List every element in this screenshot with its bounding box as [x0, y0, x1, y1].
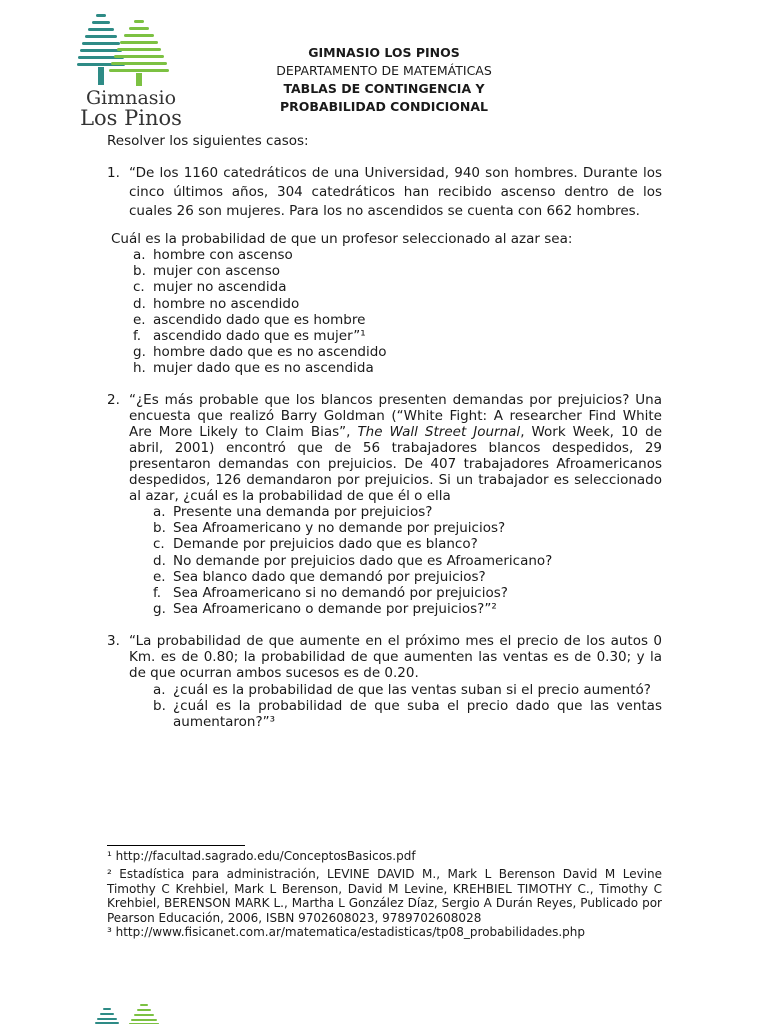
- list-item-letter: e.: [133, 311, 146, 328]
- list-item-text: Presente una demanda por prejuicios?: [173, 504, 433, 520]
- list-item: [153, 682, 662, 698]
- question-1: [107, 164, 662, 221]
- list-item-text: Sea Afroamericano o demande por prejuicios?”²: [173, 601, 497, 618]
- footnote-separator: [107, 845, 245, 846]
- list-item-text: ¿cuál es la probabilidad de que suba el precio dado que las ventas aumentaron?”³: [173, 698, 662, 731]
- list-item: [153, 536, 662, 552]
- footnote-2: [107, 867, 662, 925]
- list-item-text: Demande por prejuicios dado que es blanco?: [173, 536, 478, 553]
- list-item-letter: c.: [153, 536, 165, 553]
- question-text: “De los 1160 catedráticos de una Universidad, 940 son hombres. Durante los cinco últimos años, 304 catedráticos han recibido ascenso dentro de los cuales 26 son mujeres. Para los no ascendidos se cuenta con 662 hombres.: [129, 165, 662, 219]
- footnote-2-text: ² Estadística para administración, LEVINE DAVID M., Mark L Berenson David M Levine Timothy C Krehbiel, Mark L Berenson, David M Levine, KREHBIEL TIMOTHY C., Timothy C Krehbiel, BERENSON MARK L., Martha L González Díaz, Sergio A Durán Reyes, Publicado por Pearson Educación, 2006, ISBN 9702608023, 9789702608028: [107, 867, 662, 925]
- pine-trees-icon: [76, 8, 186, 88]
- question-text: “La probabilidad de que aumente en el próximo mes el precio de los autos 0 Km. es de 0.80; la probabilidad de que aumenten las ventas es de 0.30; y la de que ocurran ambos sucesos es de 0.20.: [129, 633, 662, 681]
- list-item-text: hombre con ascenso: [153, 247, 293, 263]
- list-item-letter: e.: [153, 568, 166, 585]
- logo-wordmark: [76, 88, 186, 128]
- logo-line-2: Los Pinos: [80, 106, 182, 130]
- list-item: [133, 247, 693, 263]
- journal-title: The Wall Street Journal: [357, 424, 521, 440]
- question-3: [107, 633, 662, 681]
- list-item: [153, 601, 662, 617]
- list-item-letter: b.: [133, 263, 146, 280]
- list-item-letter: c.: [133, 279, 145, 296]
- department-name: DEPARTAMENTO DE MATEMÁTICAS: [276, 63, 492, 78]
- question-text: [129, 392, 662, 504]
- list-item: [153, 585, 662, 601]
- list-item: [133, 344, 693, 360]
- question-1-lead: Cuál es la probabilidad de que un profesor seleccionado al azar sea:: [111, 231, 573, 247]
- title-line-2: PROBABILIDAD CONDICIONAL: [279, 99, 489, 114]
- list-item-text: mujer con ascenso: [153, 263, 281, 280]
- list-item-letter: a.: [153, 504, 166, 520]
- intro-text: Resolver los siguientes casos:: [107, 133, 309, 149]
- list-item-text: ascendido dado que es hombre: [153, 311, 366, 328]
- list-item-letter: f.: [133, 328, 142, 345]
- list-item-letter: b.: [153, 520, 166, 537]
- list-item-letter: g.: [153, 601, 166, 618]
- list-item-letter: a.: [153, 682, 166, 698]
- list-item: [133, 360, 693, 376]
- list-item-text: Sea blanco dado que demandó por prejuicios?: [173, 568, 486, 585]
- list-item-text: Sea Afroamericano si no demandó por prejuicios?: [173, 585, 508, 602]
- question-text-b: , Work Week, 10 de abril, 2001) encontró que de 56 trabajadores blancos despedidos, 29 presentaron demandas con prejuicios. De 407 trabajadores Afroamericanos despedidos, 126 demandaron por prejuicios. Si un trabajador es seleccionado al azar, ¿cuál es la probabilidad de que él o ella: [129, 424, 662, 504]
- pine-trees-icon: [92, 1000, 162, 1024]
- list-item-text: No demande por prejuicios dado que es Afroamericano?: [173, 552, 553, 569]
- question-number: 2.: [107, 392, 120, 408]
- question-2-items: [153, 504, 662, 617]
- list-item-letter: h.: [133, 360, 146, 377]
- list-item-letter: d.: [133, 295, 146, 312]
- footnote-3: ³ http://www.fisicanet.com.ar/matematica/estadisticas/tp08_probabilidades.php: [107, 925, 585, 939]
- list-item: [133, 296, 693, 312]
- list-item-text: hombre no ascendido: [153, 295, 300, 312]
- footer-logo: [92, 1000, 162, 1024]
- list-item-letter: a.: [133, 247, 146, 263]
- question-1-items: [133, 247, 693, 377]
- list-item: [153, 520, 662, 536]
- question-number: 1.: [107, 165, 120, 181]
- question-text-a: “¿Es más probable que los blancos presenten demandas por prejuicios? Una encuesta que realizó Barry Goldman (“White Fight: A researcher Find White Are More Likely to Claim Bias”,: [129, 392, 662, 440]
- list-item-text: mujer no ascendida: [153, 279, 287, 296]
- footnote-1: ¹ http://facultad.sagrado.edu/ConceptosBasicos.pdf: [107, 849, 416, 863]
- document-header: [250, 44, 518, 116]
- question-2: [107, 392, 662, 504]
- list-item-letter: g.: [133, 344, 146, 361]
- question-number: 3.: [107, 633, 120, 649]
- list-item: [153, 698, 662, 730]
- title-line-1: TABLAS DE CONTINGENCIA Y: [283, 81, 485, 96]
- list-item-letter: f.: [153, 585, 162, 602]
- list-item: [153, 569, 662, 585]
- list-item-text: ascendido dado que es mujer”¹: [153, 328, 366, 345]
- list-item: [133, 263, 693, 279]
- school-logo: [76, 8, 186, 130]
- question-3-items: [153, 682, 662, 731]
- list-item: [133, 312, 693, 328]
- list-item: [153, 504, 662, 520]
- list-item-text: hombre dado que es no ascendido: [153, 344, 387, 361]
- list-item: [153, 553, 662, 569]
- list-item-letter: b.: [153, 698, 166, 715]
- list-item-text: mujer dado que es no ascendida: [153, 360, 374, 377]
- list-item-letter: d.: [153, 552, 166, 569]
- list-item-text: Sea Afroamericano y no demande por prejuicios?: [173, 520, 506, 537]
- list-item: [133, 328, 693, 344]
- logo-line-1: Gimnasio: [85, 87, 177, 109]
- list-item-text: ¿cuál es la probabilidad de que las ventas suban si el precio aumentó?: [173, 682, 651, 698]
- school-name: GIMNASIO LOS PINOS: [308, 45, 460, 60]
- list-item: [133, 279, 693, 295]
